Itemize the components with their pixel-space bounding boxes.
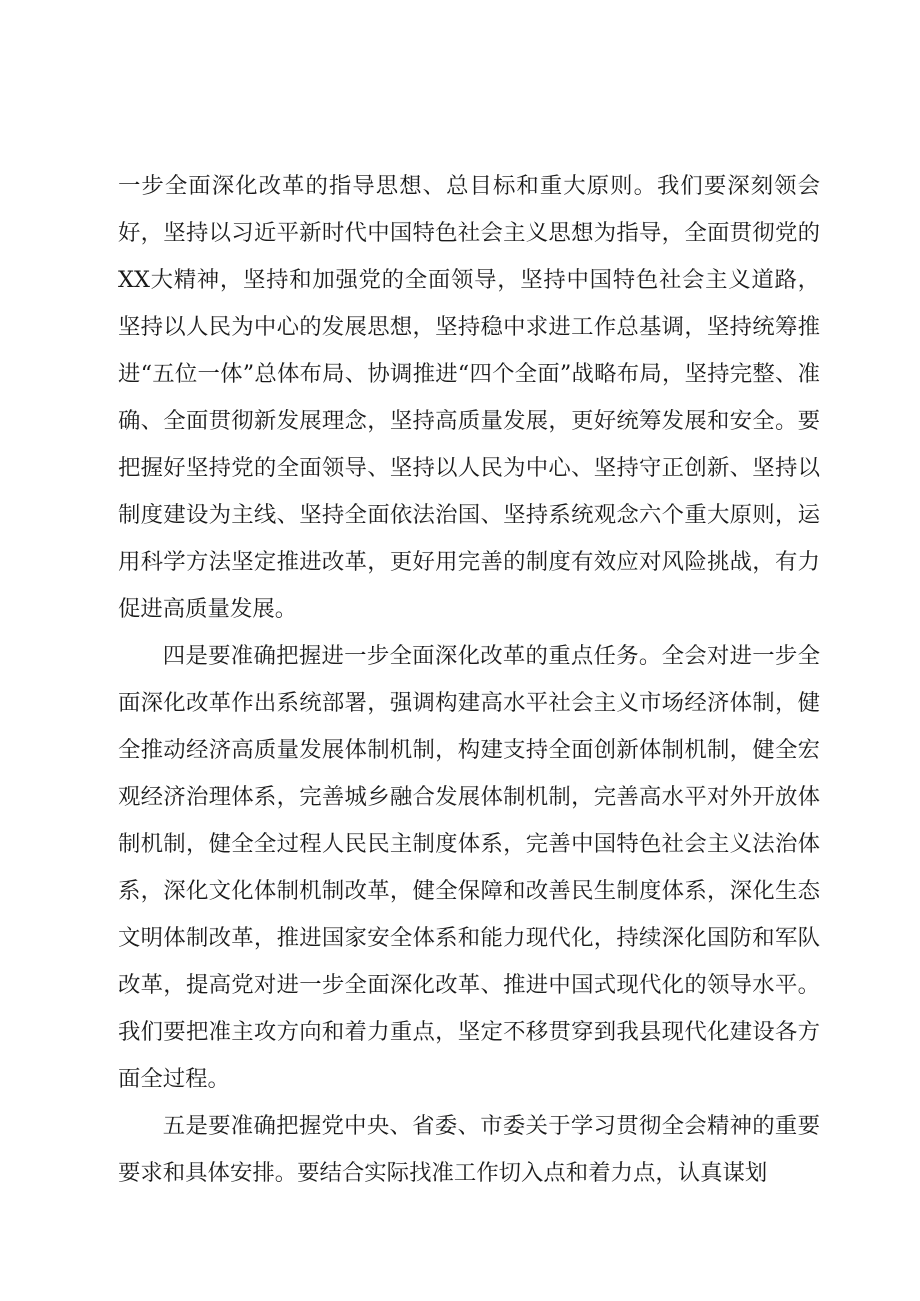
paragraph-point-five: 五是要准确把握党中央、省委、市委关于学习贯彻全会精神的重要要求和具体安排。要结合实际找准工作切入点和着力点，认真谋划 xyxy=(118,1113,820,1186)
paragraph-continuation: 一步全面深化改革的指导思想、总目标和重大原则。我们要深刻领会好，坚持以习近平新时代中国特色社会主义思想为指导，全面贯彻党的XX大精神，坚持和加强党的全面领导，坚持中国特色社会主义道路，坚持以人民为中心的发展思想，坚持稳中求进工作总基调，坚持统筹推进“五位一体”总体布局、协调推进“四个全面”战略布局，坚持完整、准确、全面贯彻新发展理念，坚持高质量发展，更好统筹发展和安全。要把握好坚持党的全面领导、坚持以人民为中心、坚持守正创新、坚持以制度建设为主线、坚持全面依法治国、坚持系统观念六个重大原则，运用科学方法坚定推进改革，更好用完善的制度有效应对风险挑战，有力促进高质量发展。 xyxy=(118,173,820,622)
paragraph-point-four: 四是要准确把握进一步全面深化改革的重点任务。全会对进一步全面深化改革作出系统部署，强调构建高水平社会主义市场经济体制，健全推动经济高质量发展体制机制，构建支持全面创新体制机制，健全宏观经济治理体系，完善城乡融合发展体制机制，完善高水平对外开放体制机制，健全全过程人民民主制度体系，完善中国特色社会主义法治体系，深化文化体制机制改革，健全保障和改善民生制度体系，深化生态文明体制改革，推进国家安全体系和能力现代化，持续深化国防和军队改革，提高党对进一步全面深化改革、推进中国式现代化的领导水平。我们要把准主攻方向和着力重点，坚定不移贯穿到我县现代化建设各方面全过程。 xyxy=(118,643,820,1092)
document-body xyxy=(118,163,820,1197)
